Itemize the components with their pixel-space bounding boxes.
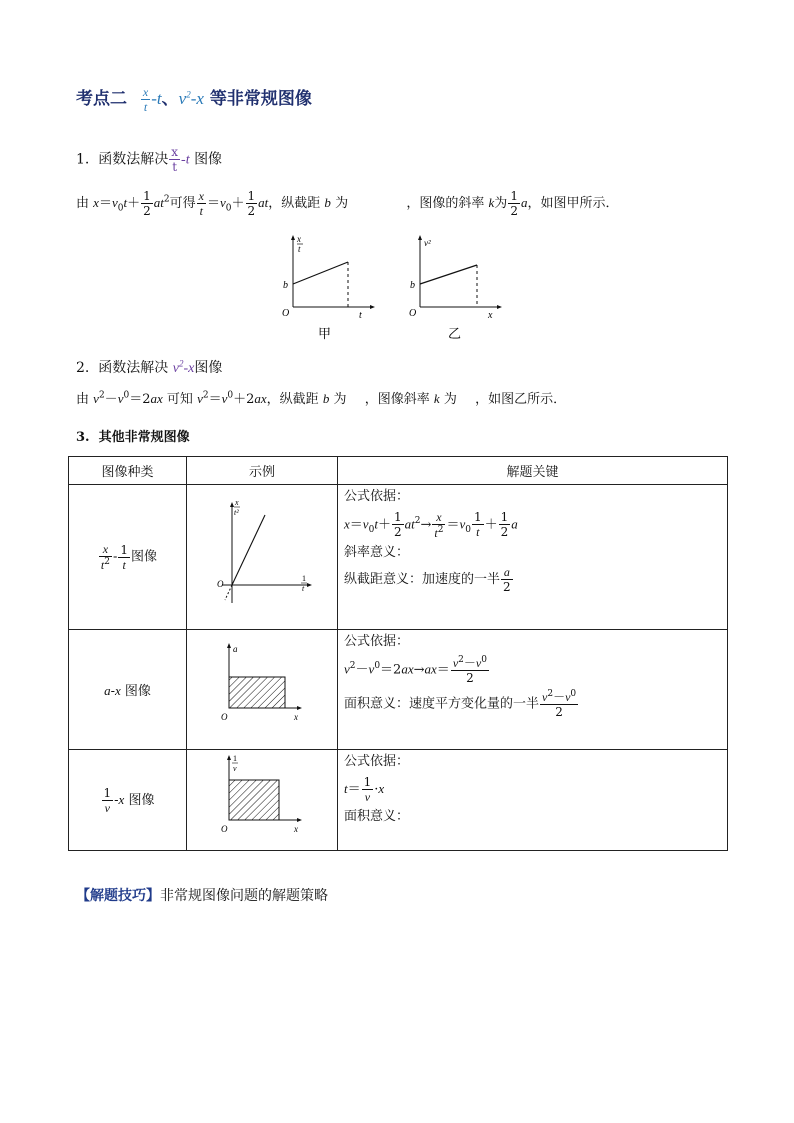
figure-yi-caption: 乙 xyxy=(448,327,462,342)
table-row xyxy=(69,630,728,750)
svg-text:1: 1 xyxy=(302,574,306,583)
svg-text:t: t xyxy=(298,244,301,254)
graph-types-table xyxy=(68,456,728,851)
row1-origin: O xyxy=(217,579,224,589)
figure-jia xyxy=(278,232,378,342)
section1-body: 由 $x=v_0t+$ $\frac{1}{2}$ $at^2$可得 $\frac{x}{t}$ $=v_0+$ $\frac{1}{2}$ at，纵截距 b 为 ，图像的斜率 k为 $\frac{1}{2}$ a，如图甲所示． xyxy=(76,189,619,218)
row3-graph xyxy=(187,750,337,846)
svg-text:t²: t² xyxy=(234,508,239,517)
row1-graph xyxy=(187,485,337,625)
tip-bracket: 【解题技巧】 xyxy=(76,888,160,904)
row2-origin: O xyxy=(221,712,228,722)
row1-formula: $x=v_0t+$ $\frac{1}{2}$ $at^2\to$ $\frac{x}{t^2}$ $=v_0$ $\frac{1}{t}$ ＋ $\frac{1}{2}$ a xyxy=(344,509,518,540)
table-row xyxy=(69,485,728,630)
row3-formula: t＝ $\frac{1}{v}$ ·x xyxy=(344,774,385,804)
svg-text:1: 1 xyxy=(233,754,237,763)
svg-text:t: t xyxy=(302,584,305,593)
row2-formula: $v^2-v^0=2ax\to ax=$ $\frac{v^2-v^0}{2}$ xyxy=(344,654,487,685)
svg-text:x: x xyxy=(235,498,239,507)
section2-body: 由 $v^2-v^0=2ax$ 可知 $v^2=v^0+2ax$，纵截距 b 为 ，图像斜率 k 为 ，如图乙所示． xyxy=(76,390,567,407)
figure-yi-xaxis: x xyxy=(488,310,493,321)
header-key: 解题关键 xyxy=(338,457,728,485)
heading-label: 考点二 xyxy=(76,89,127,109)
row1-kind: $\frac{x}{t^2}$ - $\frac{1}{t}$ 图像 xyxy=(69,485,187,630)
row3-axis-x: x xyxy=(294,824,298,834)
svg-text:v: v xyxy=(233,764,237,773)
row1-graph-cell xyxy=(187,485,338,630)
figure-yi-b: b xyxy=(410,280,415,291)
figure-jia-xaxis: t xyxy=(359,310,362,321)
header-kind: 图像种类 xyxy=(69,457,187,485)
row1-intercept: 纵截距意义：加速度的一半 $\frac{a}{2}$ xyxy=(344,565,511,595)
svg-text:x: x xyxy=(297,234,301,244)
row3-kind: $\frac{1}{v}$ -x 图像 xyxy=(69,750,187,851)
row2-graph xyxy=(187,630,337,745)
section3-title: 3. 其他非常规图像 xyxy=(76,430,190,445)
svg-text:v²: v² xyxy=(424,238,431,248)
row2-area: 面积意义：速度平方变化量的一半 $\frac{v^2-v^0}{2}$ xyxy=(344,688,577,719)
row2-axis-a: a xyxy=(233,644,238,654)
table-header-row xyxy=(69,457,728,485)
table-row xyxy=(69,750,728,851)
heading-xt-fraction: $\frac{x}{t}$ xyxy=(142,85,149,114)
tip-line xyxy=(76,885,328,905)
row1-key: 公式依据： $x=v_0t+$ $\frac{1}{2}$ $at^2\to$ $\frac{x}{t^2}$ $=v_0$ $\frac{1}{t}$ ＋ $\frac{1}{2}$ a 斜率意义： 纵截距意义：加速度的一半 $\frac{a}{2}$ xyxy=(338,485,728,630)
figure-yi xyxy=(405,232,505,342)
row2-key: 公式依据： $v^2-v^0=2ax\to ax=$ $\frac{v^2-v^0}{2}$ 面积意义：速度平方变化量的一半 $\frac{v^2-v^0}{2}$ xyxy=(338,630,728,750)
xt-fraction: $\frac{x}{t}$ xyxy=(171,145,179,174)
heading-rest: 等非常规图像 xyxy=(209,89,312,109)
section1-title: 1. 函数法解决 $\frac{x}{t}$ -t 图像 xyxy=(76,145,223,174)
header-example: 示例 xyxy=(187,457,338,485)
row2-kind: a-x 图像 xyxy=(69,630,187,750)
row2-axis-x: x xyxy=(294,712,298,722)
row3-graph-cell xyxy=(187,750,338,851)
figure-yi-origin: O xyxy=(409,308,417,319)
tip-text: 非常规图像问题的解题策略 xyxy=(160,888,328,904)
page-heading: 考点二 $\frac{x}{t}$ -t、$v^2-x$ 等非常规图像 xyxy=(76,85,312,114)
row2-graph-cell xyxy=(187,630,338,750)
figure-jia-b: b xyxy=(283,280,288,291)
row3-origin: O xyxy=(221,824,228,834)
figure-jia-caption: 甲 xyxy=(318,327,332,342)
figure-jia-origin: O xyxy=(282,308,290,319)
row3-key: 公式依据： t＝ $\frac{1}{v}$ ·x 面积意义： xyxy=(338,750,728,851)
section2-title: 2. 函数法解决 $v^2-x$图像 xyxy=(76,358,223,376)
